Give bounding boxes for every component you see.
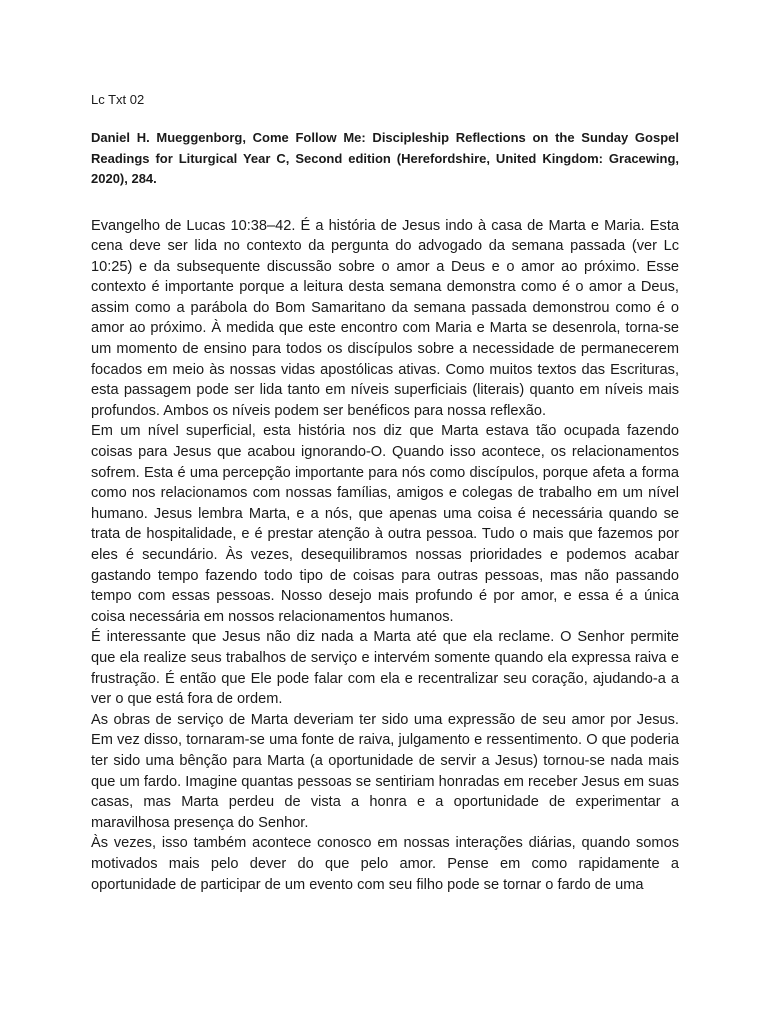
paragraph: As obras de serviço de Marta deveriam ter sido uma expressão de seu amor por Jesus. Em vez disso, tornaram-se uma fonte de raiva, julgamento e ressentimento. O que poderia ter sido uma bênção para Marta (a oportunidade de servir a Jesus) tornou-se nada mais que um fardo. Imagine quantas pessoas se sentiriam honradas em receber Jesus em suas casas, mas Marta perdeu de vista a honra e a oportunidade de experimentar a maravilhosa presença do Senhor. <box>91 711 679 831</box>
paragraph: Às vezes, isso também acontece conosco em nossas interações diárias, quando somos motivados mais pelo dever do que pelo amor. Pense em como rapidamente a oportunidade de participar de um evento com seu filho pode se tornar o fardo de uma <box>91 835 679 893</box>
paragraph: Em um nível superficial, esta história nos diz que Marta estava tão ocupada fazendo coisas para Jesus que acabou ignorando-O. Quando isso acontece, os relacionamentos sofrem. Esta é uma percepção importante para nós como discípulos, porque afeta a forma como nos relacionamos com nossas famílias, amigos e colegas de trabalho em um nível humano. Jesus lembra Marta, e a nós, que apenas uma coisa é necessária quando se trata de hospitalidade, e é prestar atenção à outra pessoa. Tudo o mais que fazemos por eles é secundário. Às vezes, desequilibramos nossas prioridades e podemos acabar gastando tempo fazendo todo tipo de coisas para outras pessoas, mas não passando tempo com essas pessoas. Nosso desejo mais profundo é por amor, e essa é a única coisa necessária em nossos relacionamentos humanos. <box>91 423 679 625</box>
document-label: Lc Txt 02 <box>91 92 145 107</box>
citation: Daniel H. Mueggenborg, Come Follow Me: Discipleship Reflections on the Sunday Gospel Readings for Liturgical Year C, Second edition (Herefordshire, United Kingdom: Gracewing, 2020), 284. <box>91 130 679 186</box>
paragraph: É interessante que Jesus não diz nada a Marta até que ela reclame. O Senhor permite que ela realize seus trabalhos de serviço e intervém somente quando ela expressa raiva e frustração. É então que Ele pode falar com ela e recentralizar seu coração, ajudando-a a ver o que está fora de ordem. <box>91 629 679 708</box>
document-page <box>91 90 679 895</box>
body-text <box>91 216 679 896</box>
paragraph: Evangelho de Lucas 10:38–42. É a história de Jesus indo à casa de Marta e Maria. Esta cena deve ser lida no contexto da pergunta do advogado da semana passada (ver Lc 10:25) e da subsequente discussão sobre o amor a Deus e o amor ao próximo. Esse contexto é importante porque a leitura desta semana demonstra como é o amor a Deus, assim como a parábola do Bom Samaritano da semana passada demonstrou como é o amor ao próximo. À medida que este encontro com Maria e Marta se desenrola, torna-se um momento de ensino para todos os discípulos sobre a necessidade de permanecerem focados em meio às nossas vidas apostólicas ativas. Como muitos textos das Escrituras, esta passagem pode ser lida tanto em níveis superficiais (literais) quanto em níveis mais profundos. Ambos os níveis podem ser benéficos para nossa reflexão. <box>91 217 679 419</box>
